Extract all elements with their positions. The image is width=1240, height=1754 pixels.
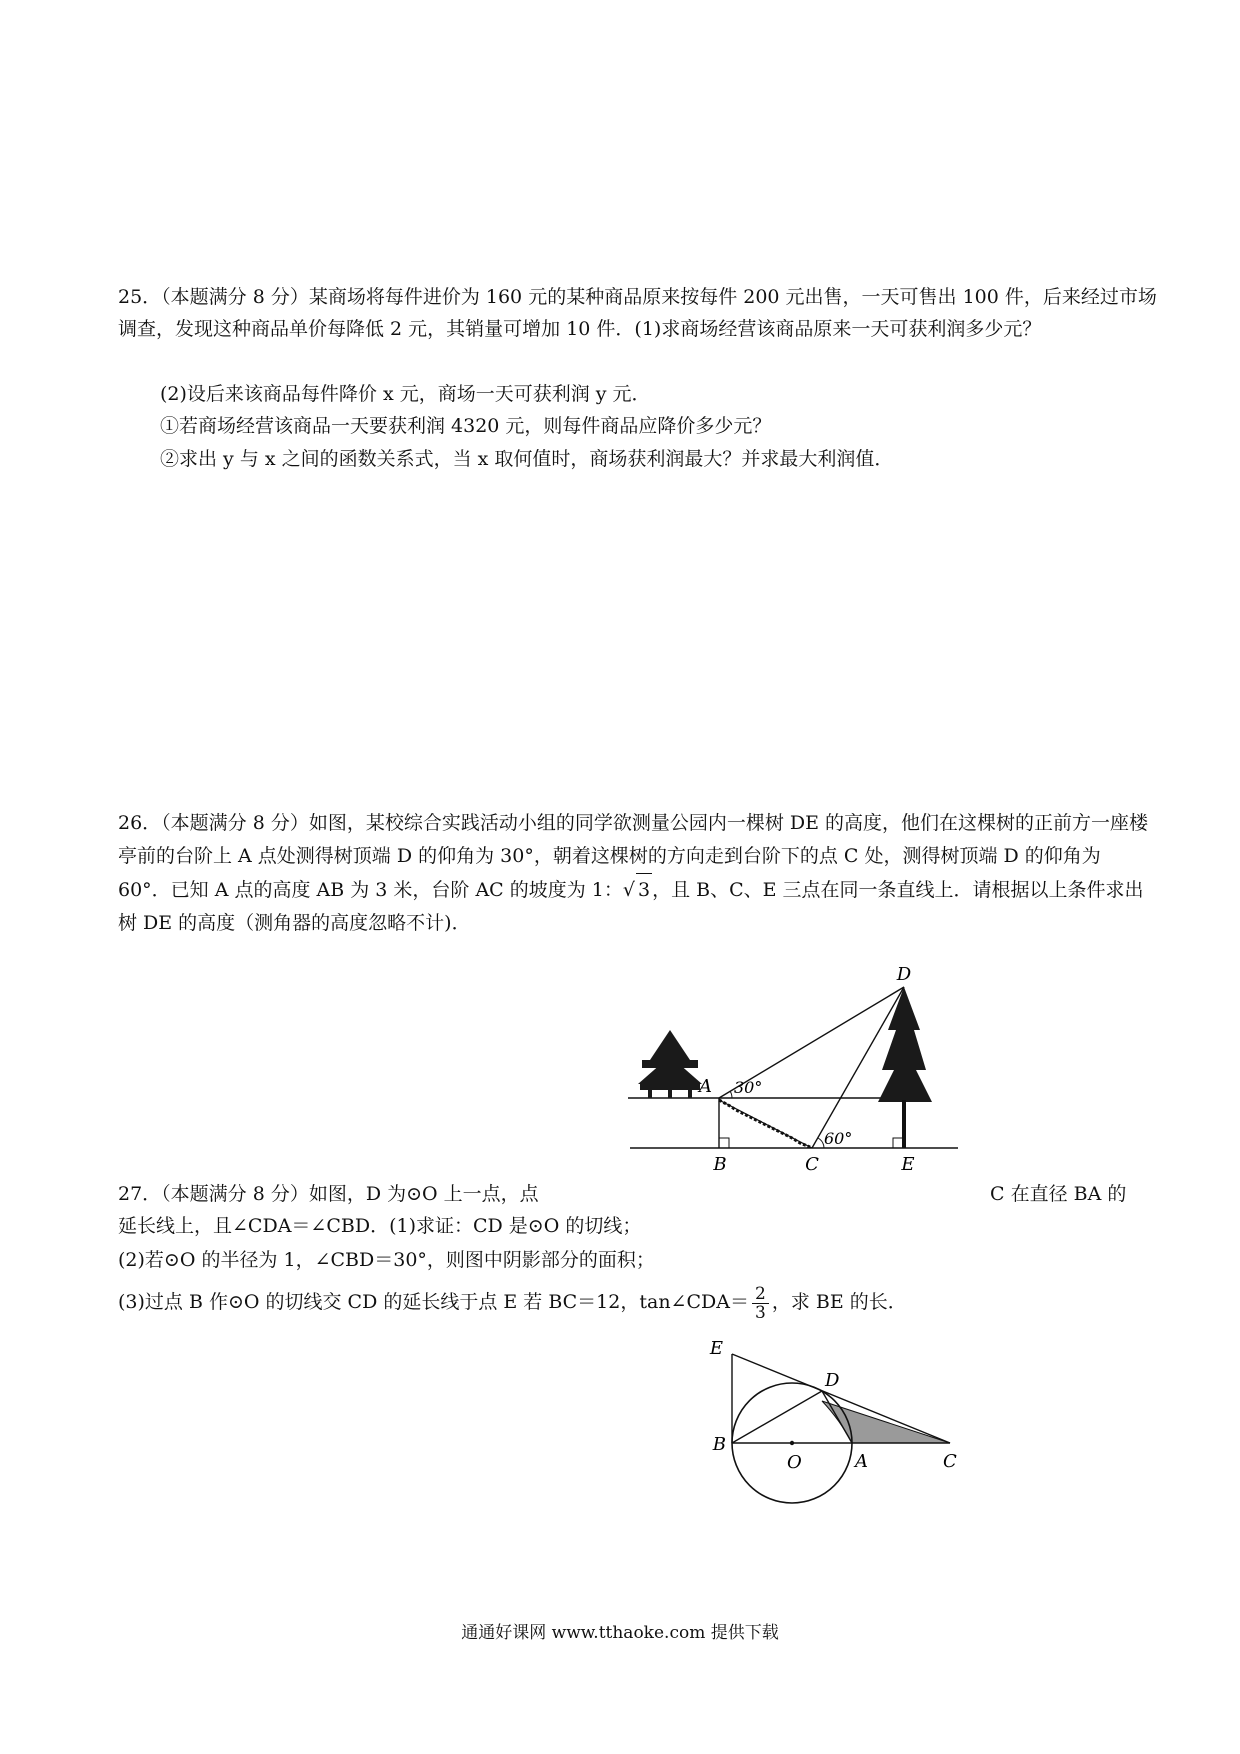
- q25-part2-sub2: ②求出 y 与 x 之间的函数关系式，当 x 取何值时，商场获利润最大？并求最大利润值．: [160, 448, 894, 470]
- label-C: C: [805, 1154, 819, 1172]
- label-E: E: [901, 1154, 915, 1172]
- q26-figure: [620, 960, 970, 1172]
- q26-text-b: ，且 B、C、E 三点在同一条直线上．请根据以上条件求出树 DE 的高度（测角器的高度忽略不计)．: [118, 879, 1144, 934]
- sqrt-argument: 3: [636, 873, 652, 907]
- right-angle-E: [893, 1138, 903, 1148]
- label-O: O: [787, 1452, 802, 1473]
- label-B: B: [713, 1154, 727, 1172]
- slope-AC: [719, 1100, 812, 1148]
- label-angle-60: 60°: [824, 1129, 853, 1148]
- q25-part2: (2)设后来该商品每件降价 x 元，商场一天可获利润 y 元．: [160, 383, 651, 405]
- center-dot: [790, 1441, 794, 1445]
- q27-line4-b: ，求 BE 的长．: [771, 1291, 907, 1313]
- q26-text: [118, 807, 1158, 940]
- q27-line1-left: 27．（本题满分 8 分）如图，D 为⊙O 上一点，点: [118, 1183, 539, 1205]
- q25-intro: 25．（本题满分 8 分）某商场将每件进价为 160 元的某种商品原来按每件 200 元出售，一天可售出 100 件，后来经过市场调查，发现这种商品单价每降低 2 元，其销量可增加 10 件．(1)求商场经营该商品原来一天可获利润多少元？: [118, 286, 1157, 340]
- label-C: C: [943, 1451, 957, 1472]
- pavilion-icon: [638, 1030, 702, 1098]
- label-E: E: [709, 1338, 723, 1359]
- angle-arc-A: [730, 1091, 732, 1098]
- line-BD: [732, 1391, 822, 1443]
- fraction-numerator: 2: [752, 1285, 769, 1304]
- label-B: B: [712, 1434, 726, 1455]
- fraction-two-thirds: [752, 1285, 769, 1322]
- q27-line4: [118, 1282, 907, 1322]
- q25-part2-sub1: ①若商场经营该商品一天要获利润 4320 元，则每件商品应降价多少元？: [160, 415, 772, 437]
- label-D: D: [825, 1370, 840, 1391]
- q27-line2: 延长线上，且∠CDA＝∠CBD．(1)求证：CD 是⊙O 的切线；: [118, 1215, 642, 1237]
- q27-figure: [695, 1330, 975, 1540]
- label-D: D: [896, 964, 912, 985]
- q27-line4-a: (3)过点 B 作⊙O 的切线交 CD 的延长线于点 E 若 BC＝12，tan∠CDA＝: [118, 1291, 749, 1313]
- label-A: A: [699, 1076, 712, 1097]
- label-angle-30: 30°: [734, 1078, 763, 1097]
- sqrt-three: √ 3: [623, 879, 652, 901]
- right-angle-B: [719, 1138, 729, 1148]
- fraction-denominator: 3: [754, 1302, 766, 1323]
- page-footer: 通通好课网 www.tthaoke.com 提供下载: [461, 1623, 779, 1643]
- line-EC: [732, 1354, 950, 1443]
- label-A: A: [855, 1451, 868, 1472]
- q27-line1-right: C 在直径 BA 的: [990, 1183, 1127, 1205]
- tree-icon: [878, 987, 932, 1148]
- q26-text-a: 26．（本题满分 8 分）如图，某校综合实践活动小组的同学欲测量公园内一棵树 DE 的高度，他们在这棵树的正前方一座楼亭前的台阶上 A 点处测得树顶端 D 的仰角为 30°，朝着这棵树的方向走到台阶下的点 C 处，测得树顶端 D 的仰角为 60°．已知 A 点的高度 AB 为 3 米，台阶 AC 的坡度为 1：: [118, 812, 1149, 901]
- q27-line3: (2)若⊙O 的半径为 1，∠CBD＝30°，则图中阴影部分的面积；: [118, 1249, 655, 1271]
